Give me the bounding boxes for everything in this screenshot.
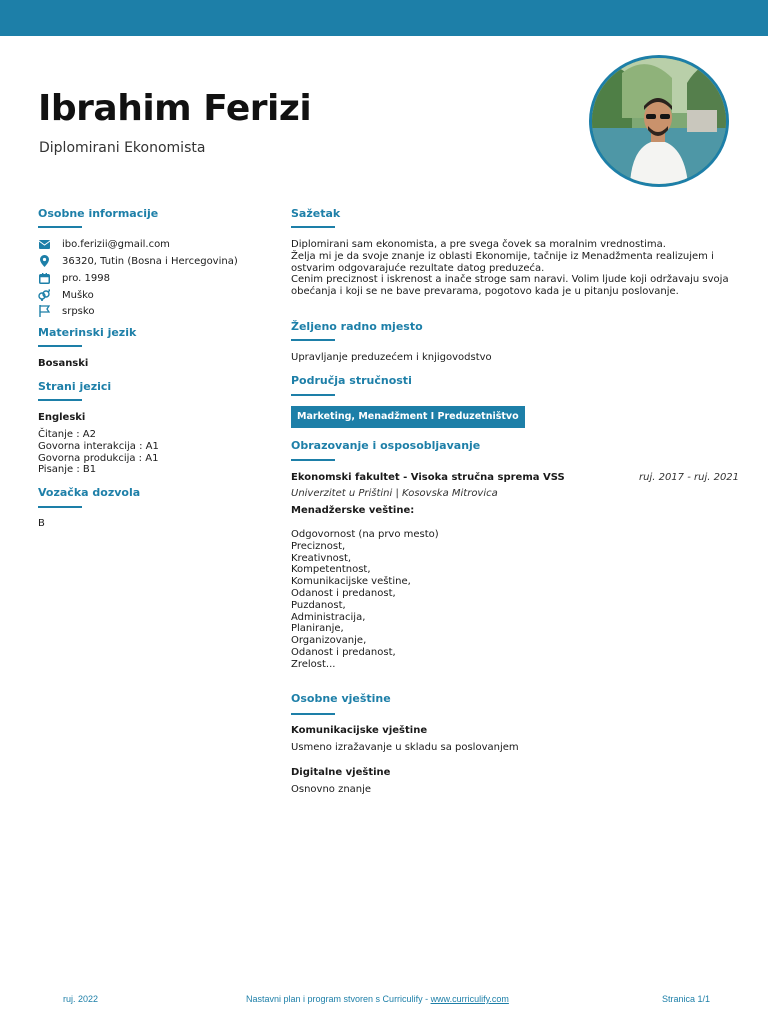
profile-photo (589, 55, 729, 187)
person-headline: Diplomirani Ekonomista (39, 140, 206, 156)
summary-line: ostvarim odgovarajuće rezultate datog preduzeća. (291, 262, 545, 274)
contact-birth (38, 271, 110, 285)
section-rule (291, 226, 335, 228)
skill-line: Planiranje, (291, 623, 344, 635)
skill-line: Komunikacijske veštine, (291, 576, 411, 588)
section-rule (291, 339, 335, 341)
skill-line: Preciznost, (291, 540, 346, 552)
skill-line: Organizovanje, (291, 635, 367, 647)
section-rule (38, 345, 82, 347)
email-text: ibo.ferizii@gmail.com (62, 238, 170, 250)
gender-text: Muško (62, 289, 94, 301)
skill-line: Kreativnost, (291, 552, 352, 564)
person-name: Ibrahim Ferizi (38, 88, 312, 129)
location-pin-icon (38, 255, 50, 267)
education-dates: ruj. 2017 - ruj. 2021 (639, 472, 740, 483)
profile-photo-illustration (592, 58, 726, 184)
desired-job-heading: Željeno radno mjesto (291, 320, 423, 333)
foreign-language-name: Engleski (38, 412, 86, 423)
education-institution: Univerzitet u Prištini | Kosovska Mitrovica (291, 488, 498, 499)
envelope-icon (38, 238, 50, 250)
birth-text: pro. 1998 (62, 272, 110, 284)
contact-email[interactable] (38, 237, 170, 251)
language-levels (38, 429, 159, 476)
education-heading: Obrazovanje i osposobljavanje (291, 439, 481, 452)
language-level-line: Čitanje : A2 (38, 429, 97, 440)
personal-skills-heading: Osobne vještine (291, 692, 391, 705)
skill-line: Odanost i predanost, (291, 646, 396, 658)
summary-line: Želja mi je da svoje znanje iz oblasti Ekonomije, tačnije iz Menadžmenta realizujem i (291, 250, 714, 262)
summary-line: Cenim preciznost i iskrenost a inače stroge sam naravi. Volim ljude koji održavaju svoja (291, 274, 729, 286)
footer-page-number: Stranica 1/1 (662, 994, 711, 1004)
expertise-badge: Marketing, Menadžment I Preduzetništvo (291, 406, 525, 428)
personal-info-heading: Osobne informacije (38, 207, 159, 220)
contact-nationality (38, 304, 94, 318)
top-accent-bar (0, 0, 768, 36)
section-rule (38, 506, 82, 508)
communication-skills-text: Usmeno izražavanje u skladu sa poslovanjem (291, 742, 519, 753)
gender-icon (38, 289, 50, 301)
contact-gender (38, 288, 94, 302)
skill-line: Zrelost... (291, 658, 336, 670)
summary-text (291, 239, 729, 298)
curriculify-link[interactable]: www.curriculify.com (430, 994, 509, 1004)
skill-line: Puzdanost, (291, 599, 346, 611)
skill-line: Administracija, (291, 611, 366, 623)
section-rule (291, 459, 335, 461)
skill-line: Kompetentnost, (291, 564, 371, 576)
education-skills-heading: Menadžerske veštine: (291, 505, 415, 516)
location-text: 36320, Tutin (Bosna i Hercegovina) (62, 255, 238, 267)
digital-skills-heading: Digitalne vještine (291, 767, 391, 778)
driving-license-value: B (38, 518, 45, 529)
contact-location (38, 254, 238, 268)
driving-license-heading: Vozačka dozvola (38, 486, 141, 499)
foreign-languages-heading: Strani jezici (38, 380, 112, 393)
section-rule (38, 226, 82, 228)
skill-line: Odanost i predanost, (291, 587, 396, 599)
education-skills-list (291, 529, 439, 671)
digital-skills-text: Osnovno znanje (291, 784, 372, 795)
desired-job-value: Upravljanje preduzećem i knjigovodstvo (291, 352, 492, 363)
communication-skills-heading: Komunikacijske vještine (291, 725, 428, 736)
section-rule (291, 394, 335, 396)
language-level-line: Pisanje : B1 (38, 464, 97, 476)
section-rule (291, 713, 335, 715)
calendar-icon (38, 272, 50, 284)
language-level-line: Govorna interakcija : A1 (38, 440, 159, 452)
summary-line: Diplomirani sam ekonomista, a pre svega čovek sa moralnim vrednostima. (291, 239, 666, 250)
summary-line: obećanja i koji se ne bave prevarama, pogotovo kada je u pitanju poslovanje. (291, 286, 679, 298)
native-language-heading: Materinski jezik (38, 326, 137, 339)
nationality-text: srpsko (62, 305, 95, 317)
footer-credit (246, 994, 509, 1004)
summary-heading: Sažetak (291, 207, 341, 220)
footer-credit-text: Nastavni plan i program stvoren s Curriculify - (246, 994, 431, 1004)
language-level-line: Govorna produkcija : A1 (38, 452, 159, 464)
flag-icon (38, 305, 50, 317)
expertise-heading: Područja stručnosti (291, 374, 412, 387)
education-degree: Ekonomski fakultet - Visoka stručna sprema VSS (291, 472, 565, 483)
native-language-value: Bosanski (38, 358, 89, 369)
skill-line: Odgovornost (na prvo mesto) (291, 529, 439, 540)
section-rule (38, 399, 82, 401)
footer-date: ruj. 2022 (63, 994, 99, 1004)
